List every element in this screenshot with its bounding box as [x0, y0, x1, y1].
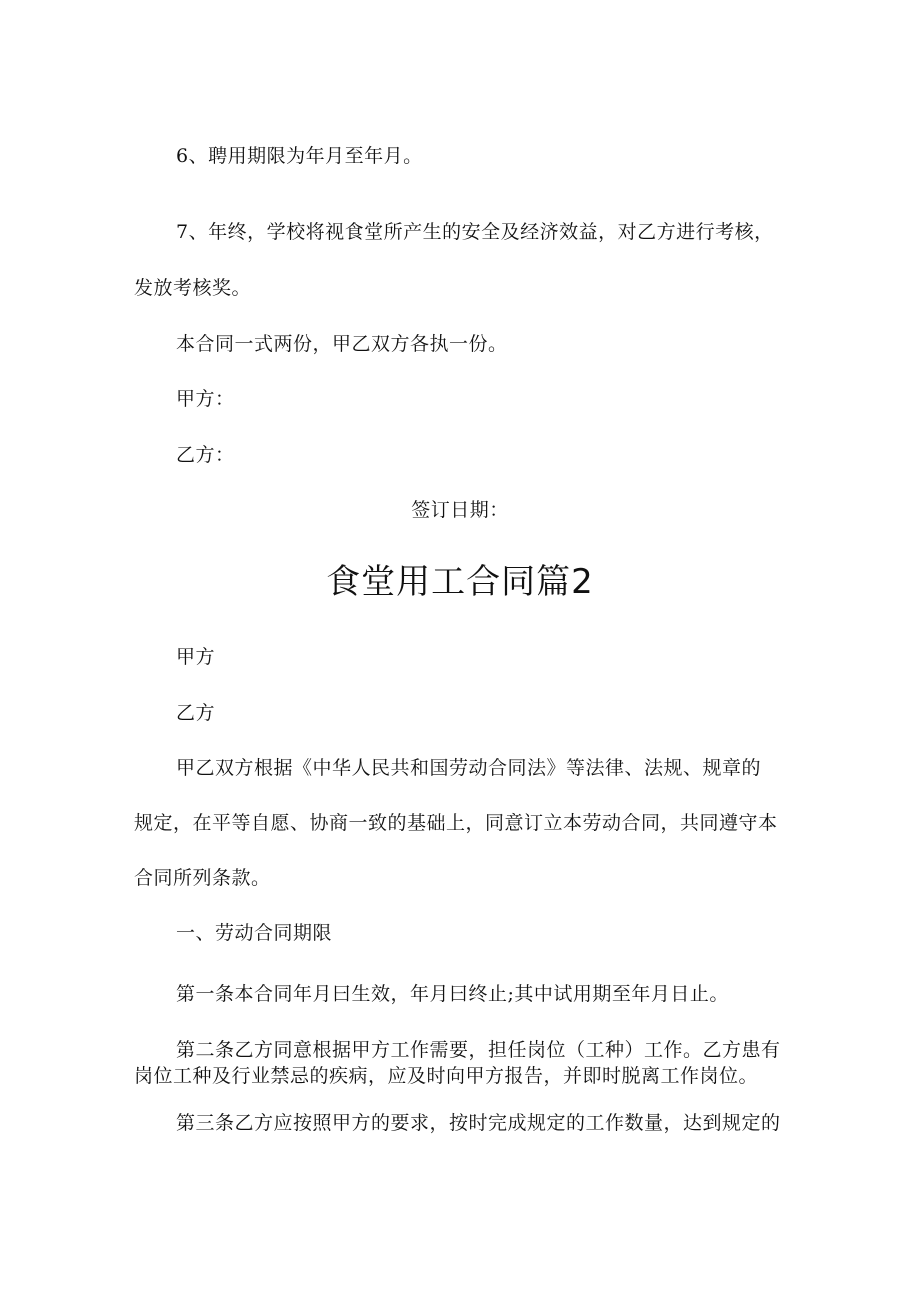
article-3-line-1: 第三条乙方应按照甲方的要求，按时完成规定的工作数量，达到规定的 [176, 1112, 781, 1134]
clause-7-line-1: 7、年终，学校将视食堂所产生的安全及经济效益，对乙方进行考核， [176, 221, 774, 243]
party-b-signature-label: 乙方： [176, 444, 235, 466]
preamble-line-1: 甲乙双方根据《中华人民共和国劳动合同法》等法律、法规、规章的 [176, 757, 762, 779]
preamble-line-3: 合同所列条款。 [134, 867, 271, 889]
clause-7-line-2: 发放考核奖。 [134, 277, 252, 299]
party-a-label: 甲方 [176, 646, 216, 668]
party-a-signature-label: 甲方： [176, 388, 235, 410]
copies-statement: 本合同一式两份，甲乙双方各执一份。 [176, 333, 508, 355]
preamble-line-2: 规定，在平等自愿、协商一致的基础上，同意订立本劳动合同，共同遵守本 [134, 812, 778, 834]
article-1: 第一条本合同年月曰生效，年月曰终止;其中试用期至年月日止。 [176, 983, 729, 1005]
party-b-label: 乙方 [176, 702, 216, 724]
chapter-heading-1: 一、劳动合同期限 [176, 922, 333, 944]
clause-6: 6、聘用期限为年月至年月。 [176, 145, 423, 167]
article-2-line-1: 第二条乙方同意根据甲方工作需要，担任岗位（工种）工作。乙方患有 [176, 1039, 781, 1061]
article-2-line-2: 岗位工种及行业禁忌的疾病，应及时向甲方报告，并即时脱离工作岗位。 [134, 1065, 759, 1087]
signing-date-label: 签订日期： [411, 499, 509, 521]
section-title: 食堂用工合同篇2 [326, 562, 594, 602]
